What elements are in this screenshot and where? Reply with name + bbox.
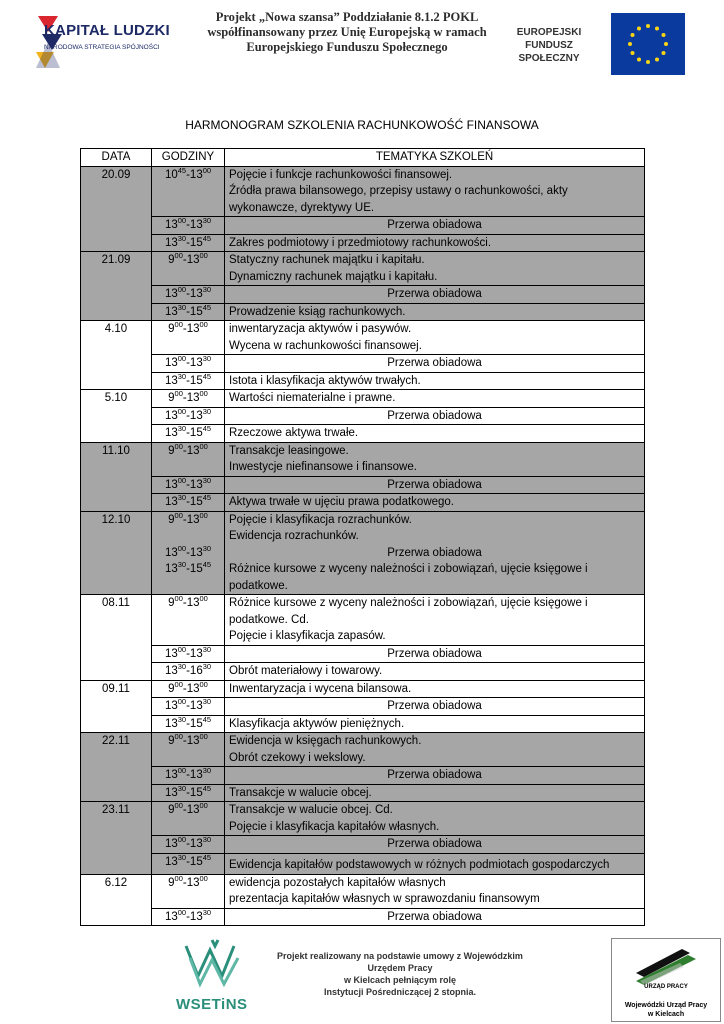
table-row xyxy=(81,733,645,767)
hours-cell: $13^{30}-15^{45}$ xyxy=(152,494,225,512)
header-hours: GODZINY xyxy=(152,149,225,167)
topic-cell: Transakcje w walucie obcej. Cd. Pojęcie i klasyfikacja kapitałów własnych. xyxy=(225,802,645,836)
break-cell: Przerwa obiadowa xyxy=(225,698,645,716)
footer-line-1: Projekt realizowany na podstawie umowy z Wojewódzkim Urzędem Pracy xyxy=(277,951,523,973)
footer-project-note xyxy=(270,950,530,998)
topic-cell: Transakcje w walucie obcej. xyxy=(225,784,645,802)
break-cell: Przerwa obiadowa xyxy=(225,645,645,663)
table-row xyxy=(81,425,645,443)
topic-cell: ewidencja pozostałych kapitałów własnych prezentacja kapitałów własnych w sprawozdaniu finansowym xyxy=(225,874,645,908)
hours-cell: $9^{00}-13^{00}$ xyxy=(152,321,225,355)
break-cell: Przerwa obiadowa xyxy=(225,767,645,785)
date-cell: 22.11 xyxy=(81,733,152,802)
topic-cell: Wartości niematerialne i prawne. xyxy=(225,390,645,408)
table-row xyxy=(81,595,645,646)
table-row xyxy=(81,286,645,304)
header-date: DATA xyxy=(81,149,152,167)
date-cell: 5.10 xyxy=(81,390,152,443)
hours-cell: $9^{00}-13^{00}$ xyxy=(152,733,225,767)
topic-cell: Statyczny rachunek majątku i kapitału. Dynamiczny rachunek majątku i kapitału. xyxy=(225,252,645,286)
table-header-row xyxy=(81,149,645,167)
table-row xyxy=(81,874,645,908)
table-row xyxy=(81,853,645,874)
table-row xyxy=(81,252,645,286)
date-cell: 23.11 xyxy=(81,802,152,875)
hours-cell: $13^{30}-15^{45}$ xyxy=(152,234,225,252)
footer-line-2: w Kielcach pełniącym rolę xyxy=(343,975,457,985)
hours-cell: $9^{00}-13^{00}$ xyxy=(152,595,225,646)
hours-cell: $13^{00}-13^{30}$ xyxy=(152,407,225,425)
break-cell: Przerwa obiadowa xyxy=(225,908,645,926)
hours-cell: $9^{00}-13^{00}$ xyxy=(152,390,225,408)
hours-cell: $13^{30}-15^{45}$ xyxy=(152,303,225,321)
table-row xyxy=(81,217,645,235)
topic-cell: Inwentaryzacja i wycena bilansowa. xyxy=(225,680,645,698)
hours-cell: $13^{00}-13^{30}$ xyxy=(152,767,225,785)
table-row xyxy=(81,476,645,494)
hours-cell: $13^{00}-13^{30}$ xyxy=(152,476,225,494)
table-row xyxy=(81,663,645,681)
topic-cell: inwentaryzacja aktywów i pasywów. Wycena w rachunkowości finansowej. xyxy=(225,321,645,355)
urzad-pracy-icon xyxy=(632,945,700,985)
break-cell: Przerwa obiadowa xyxy=(387,546,482,559)
break-cell: Przerwa obiadowa xyxy=(225,476,645,494)
hours-cell: $13^{30}-15^{45}$ xyxy=(152,425,225,443)
kapital-ludzki-title: KAPITAŁ LUDZKI xyxy=(44,22,170,39)
hours-cell: $9^{00}-13^{00}$ xyxy=(152,802,225,836)
table-row xyxy=(81,407,645,425)
table-row xyxy=(81,390,645,408)
table-row xyxy=(81,698,645,716)
wsetins-name: WSETiNS xyxy=(176,996,248,1013)
table-row xyxy=(81,802,645,836)
table-row xyxy=(81,767,645,785)
date-cell: 4.10 xyxy=(81,321,152,390)
table-row xyxy=(81,715,645,733)
kapital-ludzki-logo xyxy=(36,12,201,72)
break-cell: Przerwa obiadowa xyxy=(225,286,645,304)
topic-cell: Zakres podmiotowy i przedmiotowy rachunkowości. xyxy=(225,234,645,252)
hours-cell: $9^{00}-13^{00}$ xyxy=(152,680,225,698)
table-row xyxy=(81,836,645,854)
table-row xyxy=(81,784,645,802)
wsetins-logo-icon xyxy=(182,936,248,994)
date-cell: 6.12 xyxy=(81,874,152,926)
document-title: HARMONOGRAM SZKOLENIA RACHUNKOWOŚĆ FINANSOWA xyxy=(185,118,539,132)
topic-cell: Obrót materiałowy i towarowy. xyxy=(225,663,645,681)
topic-cell: Rzeczowe aktywa trwałe. xyxy=(225,425,645,443)
eu-line-2: FUNDUSZ SPOŁECZNY xyxy=(518,40,580,64)
table-row xyxy=(81,511,645,595)
urzad-pracy-logo xyxy=(611,938,721,1022)
table-row xyxy=(81,645,645,663)
table-row xyxy=(81,303,645,321)
hours-cell: $13^{00}-13^{30}$ xyxy=(152,217,225,235)
project-description xyxy=(206,10,488,55)
eu-line-1: EUROPEJSKI xyxy=(516,27,582,38)
hours-cell: $13^{00}-13^{30}$ xyxy=(152,286,225,304)
hours-cell: $9^{00}-13^{00}$ xyxy=(152,442,225,476)
date-cell: 20.09 xyxy=(81,166,152,252)
table-row xyxy=(81,908,645,926)
topic-cell: Pojęcie i klasyfikacja rozrachunków. Ewidencja rozrachunków. Przerwa obiadowa Różnice kursowe z wyceny należności i zobowiązań, ujęcie księgowe i podatkowe. xyxy=(225,511,645,595)
break-cell: Przerwa obiadowa xyxy=(225,836,645,854)
hours-cell: $9^{00}-13^{00}$ xyxy=(152,874,225,908)
table-row xyxy=(81,442,645,476)
topic-cell: Różnice kursowe z wyceny należności i zobowiązań, ujęcie księgowe i podatkowe. Cd. Pojęcie i klasyfikacja zapasów. xyxy=(225,595,645,646)
hours-cell: $13^{00}-13^{30}$ xyxy=(152,908,225,926)
project-line-2: współfinansowany przez Unię Europejską w ramach xyxy=(207,25,487,39)
topic-cell: Ewidencja w księgach rachunkowych. Obrót czekowy i wekslowy. xyxy=(225,733,645,767)
hours-cell: $13^{00}-13^{30}$ xyxy=(152,355,225,373)
topic-cell: Pojęcie i funkcje rachunkowości finansowej. Źródła prawa bilansowego, przepisy ustawy o rachunkowości, akty wykonawcze, dyrektywy UE. xyxy=(225,166,645,217)
schedule-table xyxy=(80,148,645,926)
break-cell: Przerwa obiadowa xyxy=(225,217,645,235)
footer-line-3: Instytucji Pośredniczącej 2 stopnia. xyxy=(323,987,477,997)
header-logos xyxy=(0,0,724,90)
header-topic: TEMATYKA SZKOLEŃ xyxy=(225,149,645,167)
break-cell: Przerwa obiadowa xyxy=(225,407,645,425)
table-row xyxy=(81,494,645,512)
date-cell: 11.10 xyxy=(81,442,152,511)
date-cell: 09.11 xyxy=(81,680,152,733)
hours-cell: $10^{45}-13^{00}$ xyxy=(152,166,225,217)
hours-cell: $13^{30}-15^{45}$ xyxy=(152,372,225,390)
topic-cell: Aktywa trwałe w ujęciu prawa podatkowego. xyxy=(225,494,645,512)
eu-fund-label xyxy=(494,26,604,65)
hours-cell: $9^{00}-13^{00}$ xyxy=(152,252,225,286)
date-cell: 12.10 xyxy=(81,511,152,595)
kapital-ludzki-subtitle: NARODOWA STRATEGIA SPÓJNOŚCI xyxy=(44,44,160,51)
hours-cell: $9^{00}-13^{00}$ $13^{00}-13^{30}$ $13^{30}-15^{45}$ xyxy=(152,511,225,595)
eu-flag-icon xyxy=(611,13,685,75)
date-cell: 08.11 xyxy=(81,595,152,681)
date-cell: 21.09 xyxy=(81,252,152,321)
table-row xyxy=(81,234,645,252)
topic-cell: Ewidencja kapitałów podstawowych w różnych podmiotach gospodarczych xyxy=(225,853,645,874)
project-line-3: Europejskiego Funduszu Społecznego xyxy=(246,40,448,54)
hours-cell: $13^{30}-15^{45}$ xyxy=(152,853,225,874)
table-row xyxy=(81,355,645,373)
table-row xyxy=(81,321,645,355)
topic-cell: Transakcje leasingowe. Inwestycje niefinansowe i finansowe. xyxy=(225,442,645,476)
topic-cell: Prowadzenie ksiąg rachunkowych. xyxy=(225,303,645,321)
project-line-1: Projekt „Nowa szansa” Poddziałanie 8.1.2 POKL xyxy=(215,10,479,24)
urzad-pracy-label: URZĄD PRACY xyxy=(644,984,688,990)
hours-cell: $13^{30}-15^{45}$ xyxy=(152,715,225,733)
hours-cell: $13^{30}-16^{30}$ xyxy=(152,663,225,681)
table-row xyxy=(81,166,645,217)
hours-cell: $13^{30}-15^{45}$ xyxy=(152,784,225,802)
table-row xyxy=(81,680,645,698)
break-cell: Przerwa obiadowa xyxy=(225,355,645,373)
urzad-pracy-caption: Wojewódzki Urząd Pracy w Kielcach xyxy=(624,1002,708,1018)
hours-cell: $13^{00}-13^{30}$ xyxy=(152,645,225,663)
hours-cell: $13^{00}-13^{30}$ xyxy=(152,698,225,716)
table-row xyxy=(81,372,645,390)
hours-cell: $13^{00}-13^{30}$ xyxy=(152,836,225,854)
topic-cell: Klasyfikacja aktywów pieniężnych. xyxy=(225,715,645,733)
topic-cell: Istota i klasyfikacja aktywów trwałych. xyxy=(225,372,645,390)
